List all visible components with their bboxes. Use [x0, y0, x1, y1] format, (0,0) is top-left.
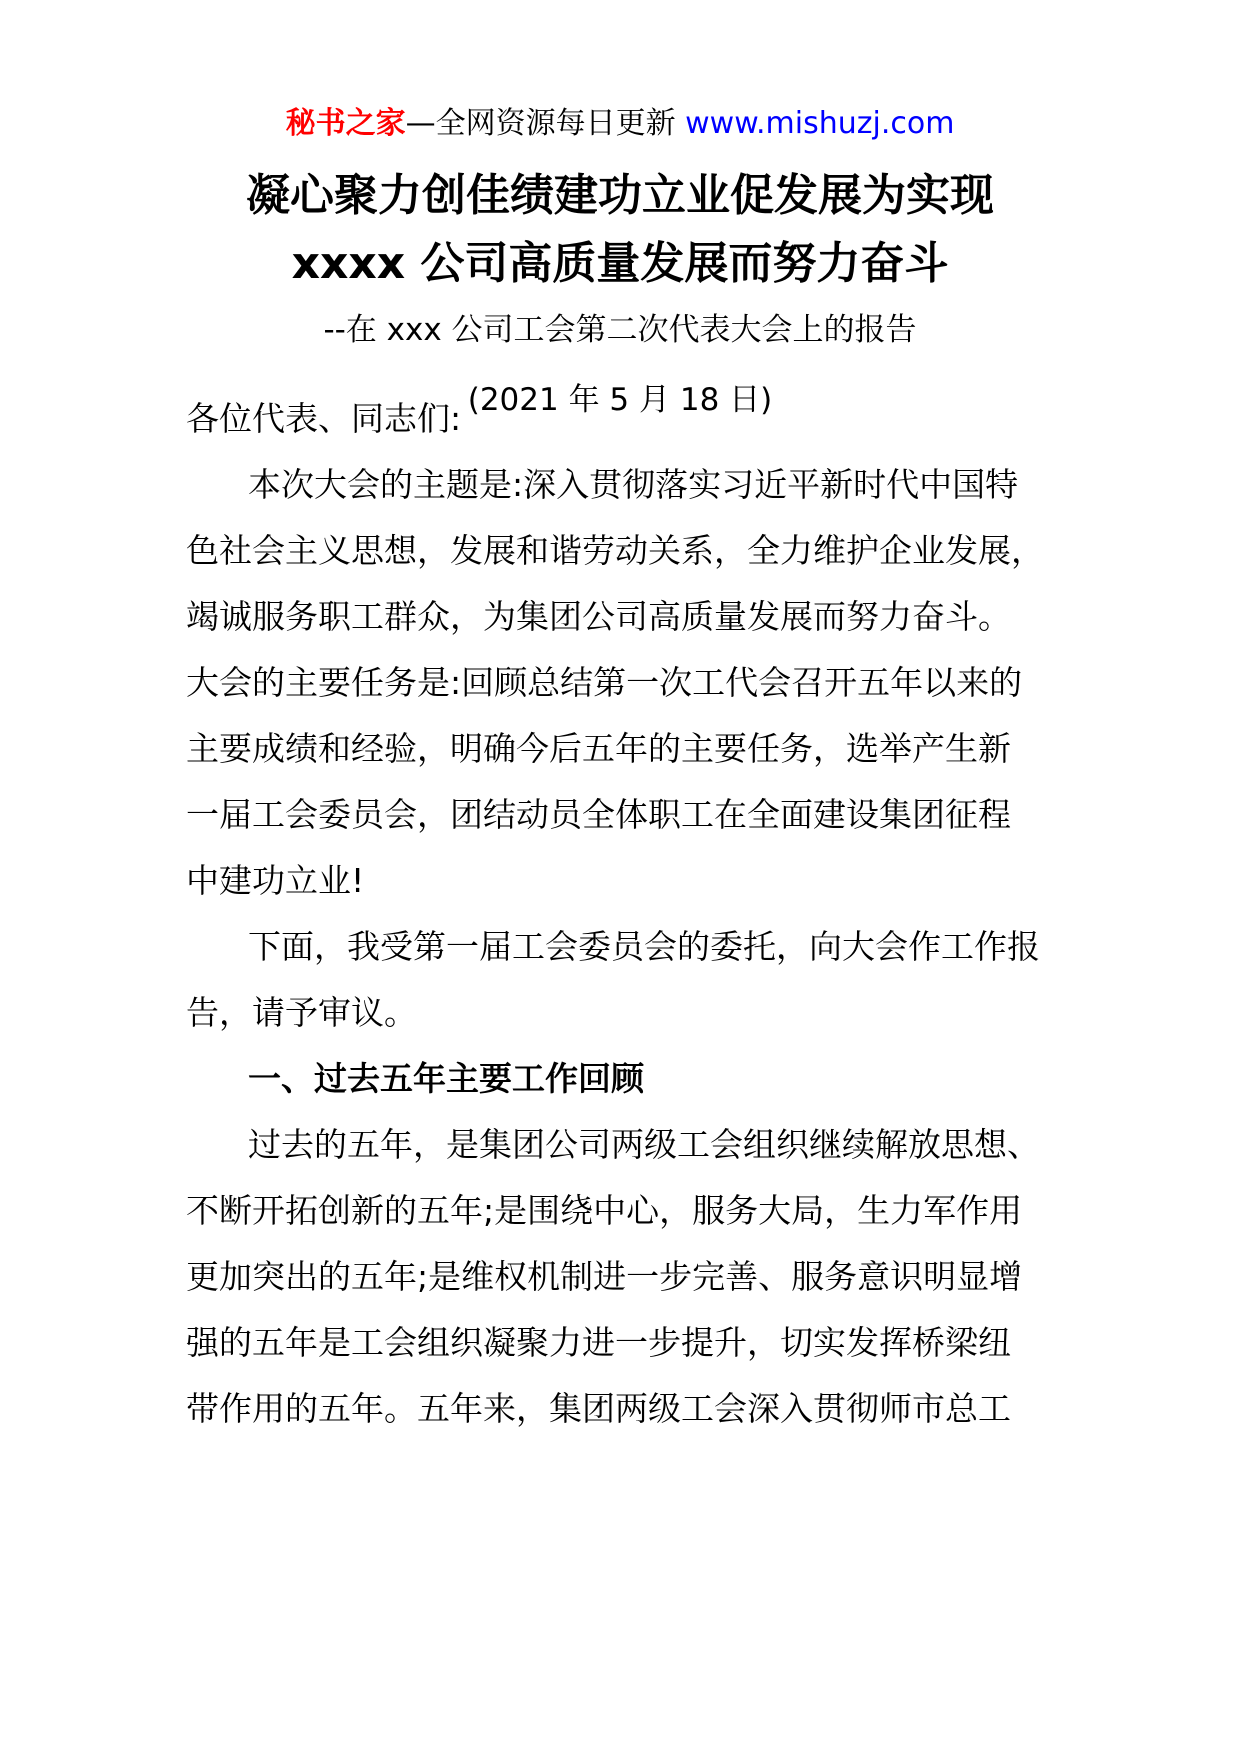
body-line: 告，请予审议。 [186, 993, 417, 1032]
body-line: 主要成绩和经验，明确今后五年的主要任务，选举产生新 [186, 729, 1011, 768]
body-line: 下面，我受第一届工会委员会的委托，向大会作工作报 [248, 927, 1040, 966]
document-title-line-2: xxxx 公司高质量发展而努力奋斗 [291, 238, 949, 289]
document-subtitle: --在 xxx 公司工会第二次代表大会上的报告 [323, 312, 917, 348]
body-line: 不断开拓创新的五年;是围绕中心，服务大局，生力军作用 [186, 1191, 1023, 1230]
body-line: 强的五年是工会组织凝聚力进一步提升，切实发挥桥梁纽 [186, 1323, 1011, 1362]
salutation: 各位代表、同志们: [186, 399, 462, 438]
site-url[interactable]: www.mishuzj.com [685, 106, 955, 141]
brand-name: 秘书之家 [285, 106, 406, 141]
body-line: 色社会主义思想，发展和谐劳动关系，全力维护企业发展， [186, 531, 1044, 570]
body-line: 更加突出的五年;是维权机制进一步完善、服务意识明显增 [186, 1257, 1023, 1296]
body-line: 大会的主要任务是:回顾总结第一次工代会召开五年以来的 [186, 663, 1023, 702]
body-line: 中建功立业! [186, 861, 365, 900]
document-body [186, 386, 1066, 1442]
body-line: 带作用的五年。五年来，集团两级工会深入贯彻师市总工 [186, 1389, 1011, 1428]
body-line: 一届工会委员会，团结动员全体职工在全面建设集团征程 [186, 795, 1011, 834]
body-line: 本次大会的主题是:深入贯彻落实习近平新时代中国特 [248, 465, 1019, 504]
document-date: (2021 年 5 月 18 日) [467, 382, 773, 418]
body-line: 竭诚服务职工群众，为集团公司高质量发展而努力奋斗。 [186, 597, 1011, 636]
document-title-line-1: 凝心聚力创佳绩建功立业促发展为实现 [246, 170, 994, 221]
site-header [0, 100, 1240, 148]
body-line: 过去的五年，是集团公司两级工会组织继续解放思想、 [248, 1125, 1040, 1164]
section-heading: 一、过去五年主要工作回顾 [248, 1059, 644, 1098]
header-tagline: —全网资源每日更新 [405, 106, 686, 141]
